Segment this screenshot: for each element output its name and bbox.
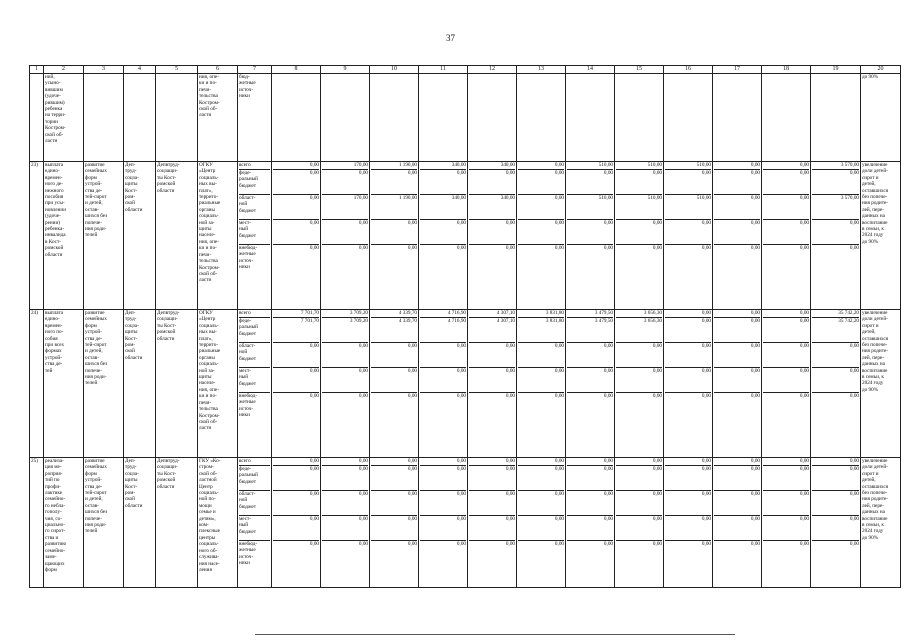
funding-value: 3 656,30 [616, 318, 662, 343]
funding-value: 0,00 [469, 170, 515, 195]
funding-source-label: мест- ный бюджет [239, 368, 270, 393]
value-column-18 [762, 458, 811, 588]
funding-value: 0,00 [322, 170, 368, 195]
funding-source-label: област- ной бюджет [239, 195, 270, 220]
program-table [29, 65, 901, 588]
funding-value: 0,00 [799, 541, 809, 547]
funding-value: 0,00 [567, 170, 613, 195]
funding-value: 0,00 [701, 245, 711, 251]
funding-value: 0,00 [763, 368, 809, 393]
funding-value: 0,00 [420, 491, 466, 516]
coexecutor: Депвтруд- соцзащи- ты Кост- ромской области [156, 310, 198, 458]
funding-value: 0,00 [469, 516, 515, 541]
task-name: развитие семейных форм устрой- ства де- тей-сирот и детей, остав- шихся без попече- ния роди- телей [84, 310, 124, 458]
funding-value: 0,00 [420, 368, 466, 393]
coexecutor: Депвтруд- соцзащи- ты Кост- ромской области [156, 162, 198, 310]
funding-value: 0,00 [273, 195, 319, 220]
funding-value: 0,00 [763, 170, 809, 195]
funding-value: 0,00 [273, 491, 319, 516]
funding-value: 1 190,00 [371, 162, 417, 170]
funding-value: 0,00 [554, 245, 564, 251]
column-number: 17 [713, 66, 762, 74]
funding-value: 0,00 [505, 245, 515, 251]
funding-value: 0,00 [554, 541, 564, 547]
funding-value: 0,00 [763, 162, 809, 170]
column-number: 15 [615, 66, 664, 74]
value-column-13 [517, 310, 566, 458]
funding-value: 0,00 [714, 170, 760, 195]
funding-value: 0,00 [273, 170, 319, 195]
value-column-11 [419, 162, 468, 310]
value-column-8 [272, 310, 321, 458]
funding-value: 4 716,90 [420, 318, 466, 343]
value-column-11 [419, 458, 468, 588]
funding-value: 3 656,30 [616, 310, 662, 318]
table-row [30, 310, 901, 458]
funding-value: 0,00 [407, 393, 417, 399]
funding-value: 3 479,50 [567, 310, 613, 318]
funding-value: 0,00 [420, 343, 466, 368]
funding-value: 4 339,70 [371, 310, 417, 318]
column-number: 8 [272, 66, 321, 74]
column-number: 7 [238, 66, 272, 74]
funding-value: 0,00 [518, 162, 564, 170]
funding-source-label: мест- ный бюджет [239, 220, 270, 245]
funding-value: 0,00 [358, 541, 368, 547]
funding-value: 0,00 [518, 343, 564, 368]
column-number-row [30, 66, 901, 74]
funding-value: 0,00 [273, 466, 319, 491]
funding-value: 0,00 [469, 458, 515, 466]
funding-value: 0,00 [371, 516, 417, 541]
funding-sources [238, 162, 272, 310]
funding-value: 0,00 [616, 368, 662, 393]
value-column-19 [811, 310, 861, 458]
funding-value: 0,00 [420, 458, 466, 466]
funding-value: 0,00 [812, 458, 859, 466]
funding-value: 0,00 [322, 220, 368, 245]
funding-value: 7 701,70 [273, 318, 319, 343]
funding-value: 0,00 [849, 393, 859, 399]
funding-value: 0,00 [371, 466, 417, 491]
funding-value: 0,00 [420, 516, 466, 541]
value-column-18 [762, 162, 811, 310]
funding-value: 35 742,20 [812, 310, 859, 318]
funding-value: 510,00 [665, 162, 711, 170]
funding-value: 0,00 [469, 368, 515, 393]
funding-value: 4 307,10 [469, 310, 515, 318]
funding-source-label: феде- ральный бюджет [239, 170, 270, 195]
funding-value: 0,00 [469, 466, 515, 491]
funding-value: 0,00 [273, 368, 319, 393]
funding-value: 0,00 [309, 245, 319, 251]
funding-value: 0,00 [322, 458, 368, 466]
funding-value: 0,00 [616, 458, 662, 466]
funding-value: 0,00 [567, 458, 613, 466]
value-column-15 [615, 310, 664, 458]
funding-value: 0,00 [567, 343, 613, 368]
funding-source-label: внебюд- жетные источ- ники [239, 541, 258, 567]
value-column-19 [811, 458, 861, 588]
value-column-12 [468, 458, 517, 588]
value-column-9 [321, 310, 370, 458]
column-number: 14 [566, 66, 615, 74]
column-number: 12 [468, 66, 517, 74]
value-column-17 [713, 310, 762, 458]
funding-value: 0,00 [714, 162, 760, 170]
funding-value: 0,00 [714, 516, 760, 541]
value-column-10 [370, 458, 419, 588]
funding-value: 4 307,10 [469, 318, 515, 343]
column-number: 1 [30, 66, 44, 74]
funding-value: 0,00 [273, 220, 319, 245]
funding-value: 0,00 [763, 195, 809, 220]
table-row [30, 458, 901, 588]
funding-value: 0,00 [763, 516, 809, 541]
funding-value: 170,00 [322, 162, 368, 170]
funding-value: 0,00 [763, 491, 809, 516]
column-number: 9 [321, 66, 370, 74]
column-number: 10 [370, 66, 419, 74]
funding-value: 0,00 [273, 458, 319, 466]
funding-source-label: внебюд- жетные источ- ники [239, 393, 258, 419]
value-column-14 [566, 162, 615, 310]
value-column-15 [615, 458, 664, 588]
funding-value: 0,00 [763, 458, 809, 466]
funding-value: 0,00 [665, 368, 711, 393]
funding-value: 35 742,20 [812, 318, 859, 343]
value-column-8 [272, 162, 321, 310]
funding-value: 0,00 [518, 516, 564, 541]
funding-value: 510,00 [665, 195, 711, 220]
funding-value: 0,00 [567, 491, 613, 516]
funding-value: 0,00 [812, 368, 859, 393]
funding-value: 0,00 [849, 541, 859, 547]
funding-value: 0,00 [420, 220, 466, 245]
column-number: 18 [762, 66, 811, 74]
funding-value: 340,00 [469, 162, 515, 170]
funding-value: 0,00 [518, 195, 564, 220]
expected-result: увеличение доли детей- сирот и детей, оставшихся без попече- ния родите- лей, пере- данных на воспитание в семьи, к 2024 году до 90% [861, 458, 901, 588]
funding-value: 0,00 [665, 343, 711, 368]
funding-value: 0,00 [358, 393, 368, 399]
funding-value: 1 190,00 [371, 195, 417, 220]
participant-org: ОГКУ «Центр социаль- ных вы- плат», террито- риальные органы социаль- ной за- щиты населе- ния, опе- ки и по- печи- тельства Костром- ской об- ласти [198, 310, 238, 458]
column-number: 19 [811, 66, 861, 74]
funding-value: 0,00 [616, 343, 662, 368]
funding-value: 0,00 [799, 245, 809, 251]
funding-value: 0,00 [518, 491, 564, 516]
funding-value: 0,00 [371, 343, 417, 368]
funding-value: 510,00 [616, 195, 662, 220]
funding-value: 0,00 [665, 458, 711, 466]
funding-value: 0,00 [616, 491, 662, 516]
funding-value: 0,00 [714, 195, 760, 220]
value-column-15 [615, 162, 664, 310]
funding-value: 0,00 [567, 466, 613, 491]
funding-value: 0,00 [309, 541, 319, 547]
column-number: 16 [664, 66, 713, 74]
column-number: 6 [198, 66, 238, 74]
funding-value: 0,00 [456, 245, 466, 251]
funding-value: 0,00 [763, 318, 809, 343]
funding-value: 0,00 [750, 393, 760, 399]
value-column-14 [566, 458, 615, 588]
expected-result: увеличение доли детей- сирот и детей, оставшихся без попече- ния родите- лей, пере- данных на воспитание в семьи, к 2024 году до 90% [861, 162, 901, 310]
funding-source-label: внебюд- жетные источ- ники [239, 245, 258, 271]
funding-value: 0,00 [518, 466, 564, 491]
value-column-10 [370, 162, 419, 310]
measure-name: выплата едино- времен- ного по- собия при всех формах устрой- ства де- тей [44, 310, 84, 458]
value-column-13 [517, 162, 566, 310]
funding-value: 0,00 [456, 393, 466, 399]
funding-value: 0,00 [505, 393, 515, 399]
funding-value: 510,00 [567, 162, 613, 170]
value-column-9 [321, 162, 370, 310]
funding-value: 0,00 [665, 170, 711, 195]
funding-value: 0,00 [701, 541, 711, 547]
expected-result: увеличение доли детей- сирот и детей, оставшихся без попече- ния родите- лей, пере- данных на воспитание в семьи, к 2024 году до 90% [861, 310, 901, 458]
funding-value: 510,00 [567, 195, 613, 220]
funding-value: 4 716,90 [420, 310, 466, 318]
funding-value: 0,00 [469, 491, 515, 516]
measure-name: выплата едино- времен- ного де- нежного пособия при усы- новлении (удоче- рении) ребенка- инвалида в Кост- ромской области [44, 162, 84, 310]
task-name: развитие семейных форм устрой- ства де- тей-сирот и детей, остав- шихся без попече- ния роди- телей [84, 458, 124, 588]
funding-value: 0,00 [603, 393, 613, 399]
funding-value: 3 479,50 [567, 318, 613, 343]
funding-value: 0,00 [812, 466, 859, 491]
table-row-continuation [30, 74, 901, 162]
funding-value: 0,00 [665, 466, 711, 491]
value-column-12 [468, 162, 517, 310]
funding-value: 170,00 [322, 195, 368, 220]
funding-value: 3 709,20 [322, 310, 368, 318]
column-number: 13 [517, 66, 566, 74]
responsible-executor: Деп- труд- соцза- щиты Кост- ром- ской области [124, 162, 156, 310]
funding-value: 0,00 [371, 220, 417, 245]
funding-value: 0,00 [518, 220, 564, 245]
cont-name-cell: ний, усыно- вившим (удоче- рившим) ребенка на терри- тории Костром- ской об- ласти [44, 74, 84, 162]
funding-value: 0,00 [665, 310, 711, 318]
funding-value: 3 831,80 [518, 310, 564, 318]
funding-value: 0,00 [322, 491, 368, 516]
funding-value: 7 701,70 [273, 310, 319, 318]
funding-value: 0,00 [469, 343, 515, 368]
responsible-executor: Деп- труд- соцза- щиты Кост- ром- ской области [124, 310, 156, 458]
funding-value: 0,00 [407, 245, 417, 251]
funding-value: 0,00 [812, 491, 859, 516]
column-number: 11 [419, 66, 468, 74]
funding-value: 510,00 [616, 162, 662, 170]
funding-value: 0,00 [812, 170, 859, 195]
funding-value: 340,00 [469, 195, 515, 220]
funding-value: 0,00 [273, 343, 319, 368]
value-column-17 [713, 458, 762, 588]
funding-value: 0,00 [420, 466, 466, 491]
funding-value: 0,00 [799, 393, 809, 399]
funding-value: 0,00 [407, 541, 417, 547]
funding-value: 0,00 [322, 343, 368, 368]
value-column-12 [468, 310, 517, 458]
funding-value: 0,00 [714, 466, 760, 491]
funding-value: 0,00 [750, 245, 760, 251]
funding-value: 0,00 [358, 245, 368, 251]
funding-value: 0,00 [714, 458, 760, 466]
funding-value: 0,00 [665, 491, 711, 516]
funding-value: 0,00 [309, 393, 319, 399]
funding-value: 0,00 [567, 368, 613, 393]
funding-source-label: мест- ный бюджет [239, 516, 270, 541]
funding-value: 0,00 [763, 466, 809, 491]
funding-value: 3 709,20 [322, 318, 368, 343]
value-column-19 [811, 162, 861, 310]
column-number: 3 [84, 66, 124, 74]
page-number: 37 [446, 33, 455, 43]
funding-value: 0,00 [567, 220, 613, 245]
funding-value: 0,00 [812, 220, 859, 245]
funding-value: 0,00 [322, 368, 368, 393]
measure-name: реализа- ция ме- роприя- тий по профи- лактике семейно- го небла- гополу- чия, со- циально- го сирот- ства и развитию семейно- заме- щающих форм [44, 458, 84, 588]
funding-source-label: всего [239, 458, 270, 466]
funding-value: 0,00 [714, 491, 760, 516]
funding-value: 0,00 [812, 516, 859, 541]
value-column-18 [762, 310, 811, 458]
funding-value: 0,00 [616, 466, 662, 491]
funding-value: 0,00 [714, 368, 760, 393]
participant-org: ГКУ «Ко- стром- ской об- ластной Центр социаль- ной по- мощи семье и детям», ком- плексные центры социаль- ного об- служива- ния насе- ления [198, 458, 238, 588]
funding-value: 3 831,80 [518, 318, 564, 343]
table-row [30, 162, 901, 310]
funding-value: 0,00 [763, 310, 809, 318]
value-column-11 [419, 310, 468, 458]
funding-value: 0,00 [554, 393, 564, 399]
funding-value: 0,00 [652, 245, 662, 251]
cont-exec-cell: ния, опе- ки и по- печи- тельства Костром- ской об- ласти [198, 74, 238, 162]
funding-source-label: област- ной бюджет [239, 343, 270, 368]
value-column-8 [272, 458, 321, 588]
funding-value: 3 570,00 [812, 162, 859, 170]
funding-value: 0,00 [603, 541, 613, 547]
funding-value: 0,00 [322, 466, 368, 491]
funding-source-label: всего [239, 162, 270, 170]
funding-sources [238, 458, 272, 588]
row-number: 24) [30, 310, 44, 458]
funding-value: 4 339,70 [371, 318, 417, 343]
funding-value: 0,00 [665, 516, 711, 541]
funding-value: 0,00 [456, 541, 466, 547]
funding-value: 0,00 [714, 220, 760, 245]
funding-value: 0,00 [273, 162, 319, 170]
funding-value: 0,00 [616, 516, 662, 541]
cont-source-cell: бюд- жетные источ- ники [238, 74, 272, 162]
value-column-13 [517, 458, 566, 588]
funding-value: 0,00 [763, 220, 809, 245]
funding-value: 0,00 [665, 220, 711, 245]
funding-value: 0,00 [469, 220, 515, 245]
funding-value: 0,00 [518, 458, 564, 466]
funding-sources [238, 310, 272, 458]
value-column-10 [370, 310, 419, 458]
value-column-16 [664, 310, 713, 458]
funding-value: 0,00 [616, 220, 662, 245]
participant-org: ОГКУ «Центр социаль- ных вы- плат», террито- риальные органы социаль- ной за- щиты населе- ния, опе- ки и по- печи- тельства Костром- ской об- ласти [198, 162, 238, 310]
scan-edge-line [255, 634, 735, 635]
funding-value: 0,00 [371, 458, 417, 466]
funding-value: 0,00 [616, 170, 662, 195]
funding-value: 0,00 [322, 516, 368, 541]
coexecutor: Депвтруд- соцзащи- ты Кост- ромской области [156, 458, 198, 588]
funding-value: 0,00 [273, 516, 319, 541]
funding-value: 3 570,00 [812, 195, 859, 220]
value-column-16 [664, 162, 713, 310]
funding-value: 340,00 [420, 162, 466, 170]
funding-value: 0,00 [750, 541, 760, 547]
value-column-9 [321, 458, 370, 588]
funding-value: 0,00 [652, 541, 662, 547]
column-number: 5 [156, 66, 198, 74]
funding-value: 0,00 [665, 318, 711, 343]
funding-source-label: всего [239, 310, 270, 318]
cont-result-cell: до 90% [861, 74, 901, 162]
column-number: 2 [44, 66, 84, 74]
funding-source-label: област- ной бюджет [239, 491, 270, 516]
value-column-17 [713, 162, 762, 310]
funding-value: 0,00 [518, 368, 564, 393]
funding-value: 0,00 [714, 310, 760, 318]
value-column-16 [664, 458, 713, 588]
column-number: 4 [124, 66, 156, 74]
funding-source-label: феде- ральный бюджет [239, 318, 270, 343]
funding-value: 0,00 [763, 343, 809, 368]
funding-value: 0,00 [603, 245, 613, 251]
funding-value: 0,00 [371, 368, 417, 393]
column-number: 20 [861, 66, 901, 74]
funding-value: 340,00 [420, 195, 466, 220]
funding-value: 0,00 [567, 516, 613, 541]
responsible-executor: Деп- труд- соцза- щиты Кост- ром- ской области [124, 458, 156, 588]
value-column-14 [566, 310, 615, 458]
funding-value: 0,00 [518, 170, 564, 195]
funding-source-label: феде- ральный бюджет [239, 466, 270, 491]
funding-value: 0,00 [701, 393, 711, 399]
funding-value: 0,00 [420, 170, 466, 195]
task-name: развитие семейных форм устрой- ства де- тей-сирот и детей, остав- шихся без попече- ния роди- телей [84, 162, 124, 310]
funding-value: 0,00 [505, 541, 515, 547]
funding-value: 0,00 [371, 491, 417, 516]
funding-value: 0,00 [849, 245, 859, 251]
funding-value: 0,00 [714, 343, 760, 368]
funding-value: 0,00 [652, 393, 662, 399]
funding-value: 0,00 [714, 318, 760, 343]
funding-value: 0,00 [812, 343, 859, 368]
funding-value: 0,00 [371, 170, 417, 195]
row-number: 23) [30, 162, 44, 310]
row-number: 25) [30, 458, 44, 588]
